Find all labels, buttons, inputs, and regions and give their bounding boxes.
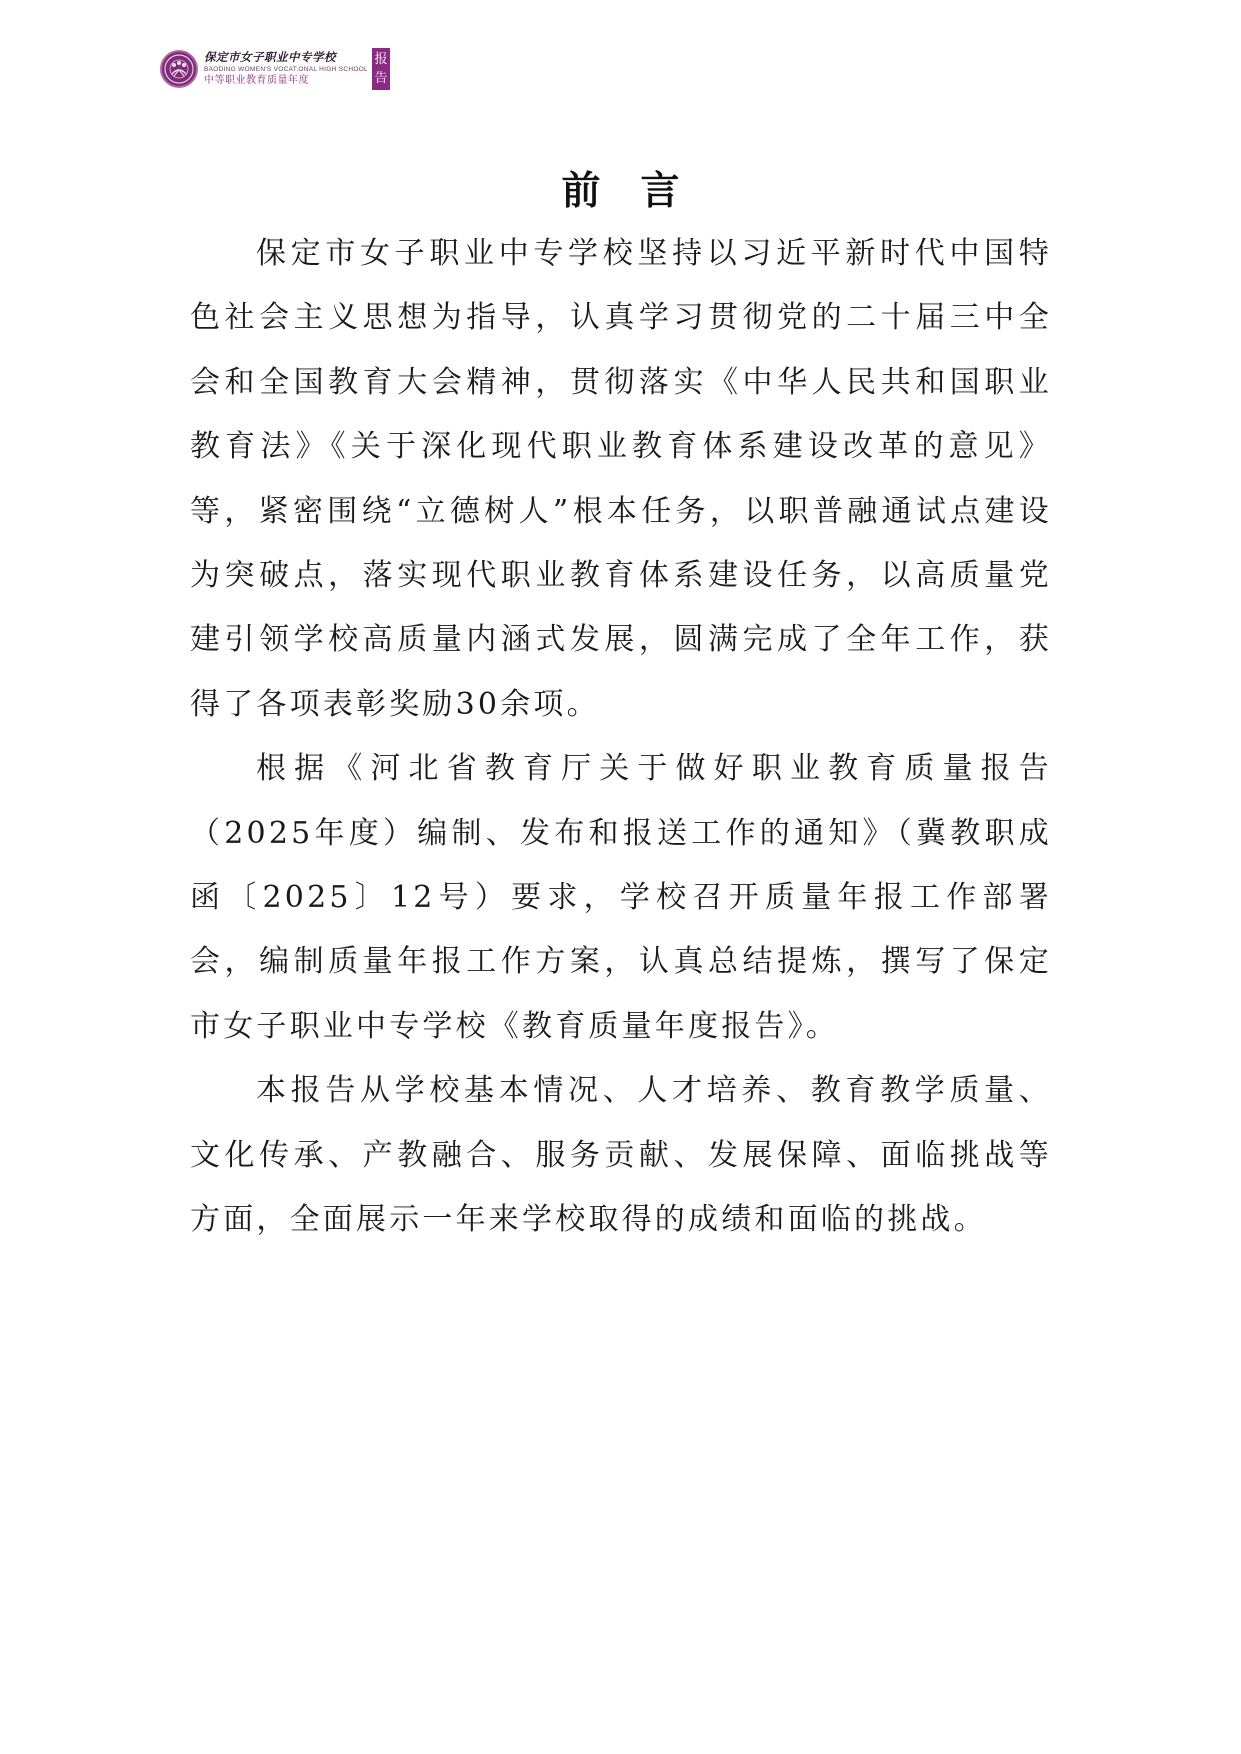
page-title: 前言 <box>561 169 720 214</box>
report-badge <box>372 48 390 90</box>
school-seal-icon <box>160 50 198 88</box>
badge-char-2: 告 <box>374 71 388 86</box>
school-name-cn: 保定市女子职业中专学校 <box>204 50 336 64</box>
preface-body <box>190 222 1052 1253</box>
paragraph-2: 根据《河北省教育厅关于做好职业教育质量报告（2025年度）编制、发布和报送工作的通知》（冀教职成函〔2025〕12号）要求，学校召开质量年报工作部署会，编制质量年报工作方案，认真总结提炼，撰写了保定市女子职业中专学校《教育质量年度报告》。 <box>190 751 1052 1044</box>
school-name-en: BAODING WOMEN'S VOCAT.ONAL HIGH SCHOOL <box>204 65 368 73</box>
report-label: 中等职业教育质量年度 <box>204 75 309 86</box>
paragraph-3: 本报告从学校基本情况、人才培养、教育教学质量、文化传承、产教融合、服务贡献、发展保障、面临挑战等方面，全面展示一年来学校取得的成绩和面临的挑战。 <box>190 1073 1052 1238</box>
header-text-block <box>204 52 368 86</box>
paragraph-1: 保定市女子职业中专学校坚持以习近平新时代中国特色社会主义思想为指导，认真学习贯彻党的二十届三中全会和全国教育大会精神，贯彻落实《中华人民共和国职业教育法》《关于深化现代职业教育体系建设改革的意见》等，紧密围绕“立德树人”根本任务，以职普融通试点建设为突破点，落实现代职业教育体系建设任务，以高质量党建引领学校高质量内涵式发展，圆满完成了全年工作，获得了各项表彰奖励30余项。 <box>190 236 1052 722</box>
report-header <box>160 46 390 92</box>
badge-char-1: 报 <box>374 52 388 67</box>
